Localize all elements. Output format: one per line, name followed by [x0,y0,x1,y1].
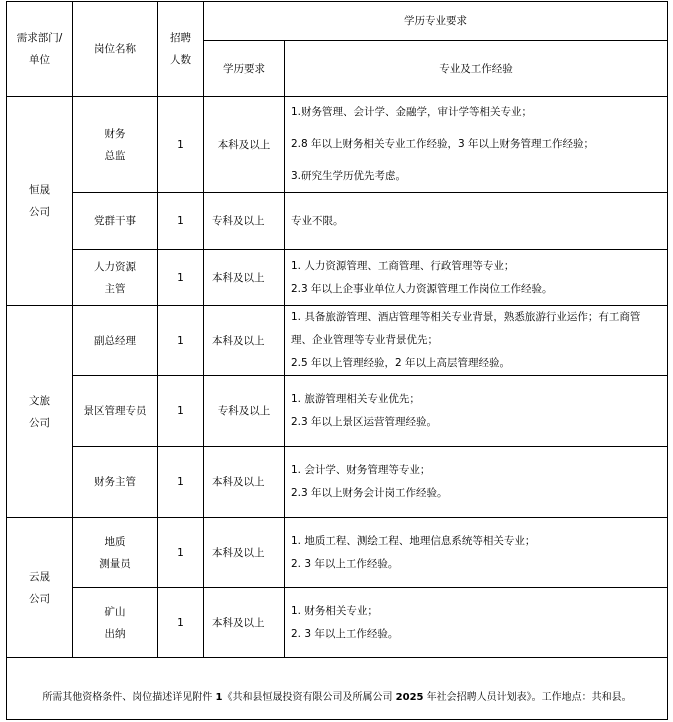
requirement-line: 2.8 年以上财务相关专业工作经验，3 年以上财务管理工作经验； [291,138,595,150]
major-experience [285,518,668,588]
table-row [7,447,668,518]
table-row [7,193,668,250]
position-title: 景区管理专员 [73,376,158,447]
requirement-line: 2.5 年以上管理经验，2 年以上高层管理经验。 [291,357,511,369]
table-row [7,588,668,658]
major-experience [285,376,668,447]
table-row [7,306,668,376]
requirement-line: 1. 具备旅游管理、酒店管理等相关专业背景，熟悉旅游行业运作；有工商管理、企业管理等专业背景优先； [291,311,641,346]
table-row [7,250,668,306]
hire-count: 1 [158,588,204,658]
major-experience [285,588,668,658]
hire-count: 1 [158,97,204,193]
requirement-line: 2. 3 年以上工作经验。 [291,627,399,640]
requirement-line: 1. 财务相关专业； [291,604,378,617]
requirement-line: 1. 地质工程、测绘工程、地理信息系统等相关专业； [291,534,536,547]
requirement-line: 2.3 年以上企事业单位人力资源管理工作岗位工作经验。 [291,282,553,295]
position-title: 副总经理 [73,306,158,376]
education-requirement: 本科及以上 [204,250,285,306]
major-experience [285,306,668,376]
header-position: 岗位名称 [73,2,158,97]
footer-note: 所需其他资格条件、岗位描述详见附件 1《共和县恒晟投资有限公司及所属公司 2025 年社会招聘人员计划表》。工作地点：共和县。 [7,658,668,720]
education-requirement: 专科及以上 [204,376,285,447]
position-title: 矿山 出纳 [73,588,158,658]
requirement-line: 1.财务管理、会计学、金融学，审计学等相关专业； [291,106,533,118]
position-title: 党群干事 [73,193,158,250]
header-major: 专业及工作经验 [285,41,668,97]
table-row [7,518,668,588]
education-requirement: 本科及以上 [204,306,285,376]
requirement-line: 2.3 年以上财务会计岗工作经验。 [291,487,448,499]
requirement-line: 1. 会计学、财务管理等专业； [291,464,431,476]
requirement-line: 1. 旅游管理相关专业优先； [291,393,420,405]
recruitment-table [6,1,668,720]
position-title: 财务主管 [73,447,158,518]
header-dept: 需求部门/ 单位 [7,2,73,97]
header-edu: 学历要求 [204,41,285,97]
education-requirement: 本科及以上 [204,447,285,518]
requirement-line: 3.研究生学历优先考虑。 [291,170,407,182]
table-row [7,376,668,447]
requirement-line: 专业不限。 [291,214,344,227]
major-experience [285,250,668,306]
company-name: 恒晟 公司 [7,97,73,306]
hire-count: 1 [158,250,204,306]
hire-count: 1 [158,306,204,376]
education-requirement: 本科及以上 [204,97,285,193]
requirement-line: 2.3 年以上景区运营管理经验。 [291,416,438,428]
position-title: 人力资源 主管 [73,250,158,306]
education-requirement: 本科及以上 [204,518,285,588]
major-experience [285,193,668,250]
company-name: 文旅 公司 [7,306,73,518]
requirement-line: 2. 3 年以上工作经验。 [291,557,399,570]
header-group: 学历专业要求 [204,2,668,41]
education-requirement: 专科及以上 [204,193,285,250]
major-experience [285,447,668,518]
requirement-line: 1. 人力资源管理、工商管理、行政管理等专业； [291,259,515,272]
position-title: 财务 总监 [73,97,158,193]
major-experience [285,97,668,193]
hire-count: 1 [158,447,204,518]
hire-count: 1 [158,376,204,447]
table-row [7,97,668,193]
education-requirement: 本科及以上 [204,588,285,658]
hire-count: 1 [158,193,204,250]
hire-count: 1 [158,518,204,588]
company-name: 云晟 公司 [7,518,73,658]
position-title: 地质 测量员 [73,518,158,588]
header-count: 招聘 人数 [158,2,204,97]
